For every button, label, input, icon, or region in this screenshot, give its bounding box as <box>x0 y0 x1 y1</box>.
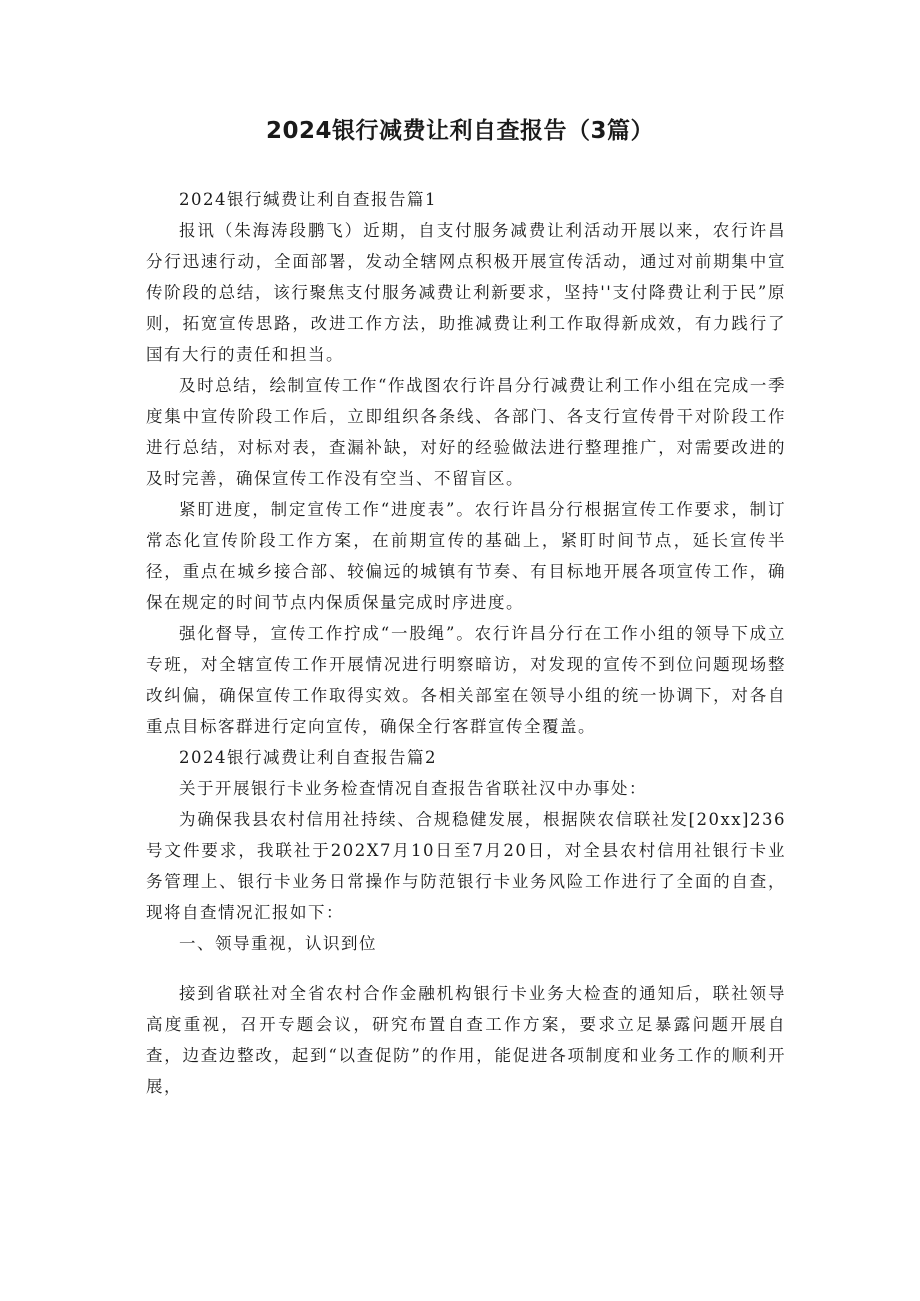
paragraph: 紧盯进度，制定宣传工作“进度表”。农行许昌分行根据宣传工作要求，制订常态化宣传阶段工作方案，在前期宣传的基础上，紧盯时间节点，延长宣传半径，重点在城乡接合部、较偏远的城镇有节奏、有目标地开展各项宣传工作，确保在规定的时间节点内保质保量完成时序进度。 <box>146 500 786 612</box>
paragraph: 接到省联社对全省农村合作金融机构银行卡业务大检查的通知后，联社领导高度重视，召开专题会议，研究布置自查工作方案，要求立足暴露问题开展自查，边查边整改，起到“以查促防”的作用，能促进各项制度和业务工作的顺利开展， <box>146 984 786 1096</box>
section-heading-2: 2024银行减费让利自查报告篇2 <box>179 748 437 767</box>
section-heading-1: 2024银行缄费让利自查报告篇1 <box>179 190 437 209</box>
paragraph: 报讯（朱海涛段鹏飞）近期，自支付服务减费让利活动开展以来，农行许昌分行迅速行动，全面部署，发动全辖网点积极开展宣传活动，通过对前期集中宣传阶段的总结，该行聚焦支付服务减费让利新要求，坚持''支付降费让利于民”原则，拓宽宣传思路，改进工作方法，助推减费让利工作取得新成效，有力践行了国有大行的责任和担当。 <box>146 221 786 364</box>
paragraph: 强化督导，宣传工作拧成“一股绳”。农行许昌分行在工作小组的领导下成立专班，对全辖宣传工作开展情况进行明察暗访，对发现的宣传不到位问题现场整改纠偏，确保宣传工作取得实效。各相关部室在领导小组的统一协调下，对各自重点目标客群进行定向宣传，确保全行客群宣传全覆盖。 <box>146 624 786 736</box>
document-body <box>146 184 786 1102</box>
paragraph: 关于开展银行卡业务检查情况自查报告省联社汉中办事处： <box>179 779 647 798</box>
paragraph: 为确保我县农村信用社持续、合规稳健发展，根据陕农信联社发[20xx]236号文件要求，我联社于202X7月10日至7月20日，对全县农村信用社银行卡业务管理上、银行卡业务日常操作与防范银行卡业务风险工作进行了全面的自查，现将自查情况汇报如下： <box>146 810 786 922</box>
paragraph: 及时总结，绘制宣传工作“作战图农行许昌分行减费让利工作小组在完成一季度集中宣传阶段工作后，立即组织各条线、各部门、各支行宣传骨干对阶段工作进行总结，对标对表，查漏补缺，对好的经验做法进行整理推广，对需要改进的及时完善，确保宣传工作没有空当、不留盲区。 <box>146 376 786 488</box>
subheading: 一、领导重视，认识到位 <box>179 934 377 953</box>
document-title: 2024银行减费让利自查报告（3篇） <box>265 118 655 144</box>
